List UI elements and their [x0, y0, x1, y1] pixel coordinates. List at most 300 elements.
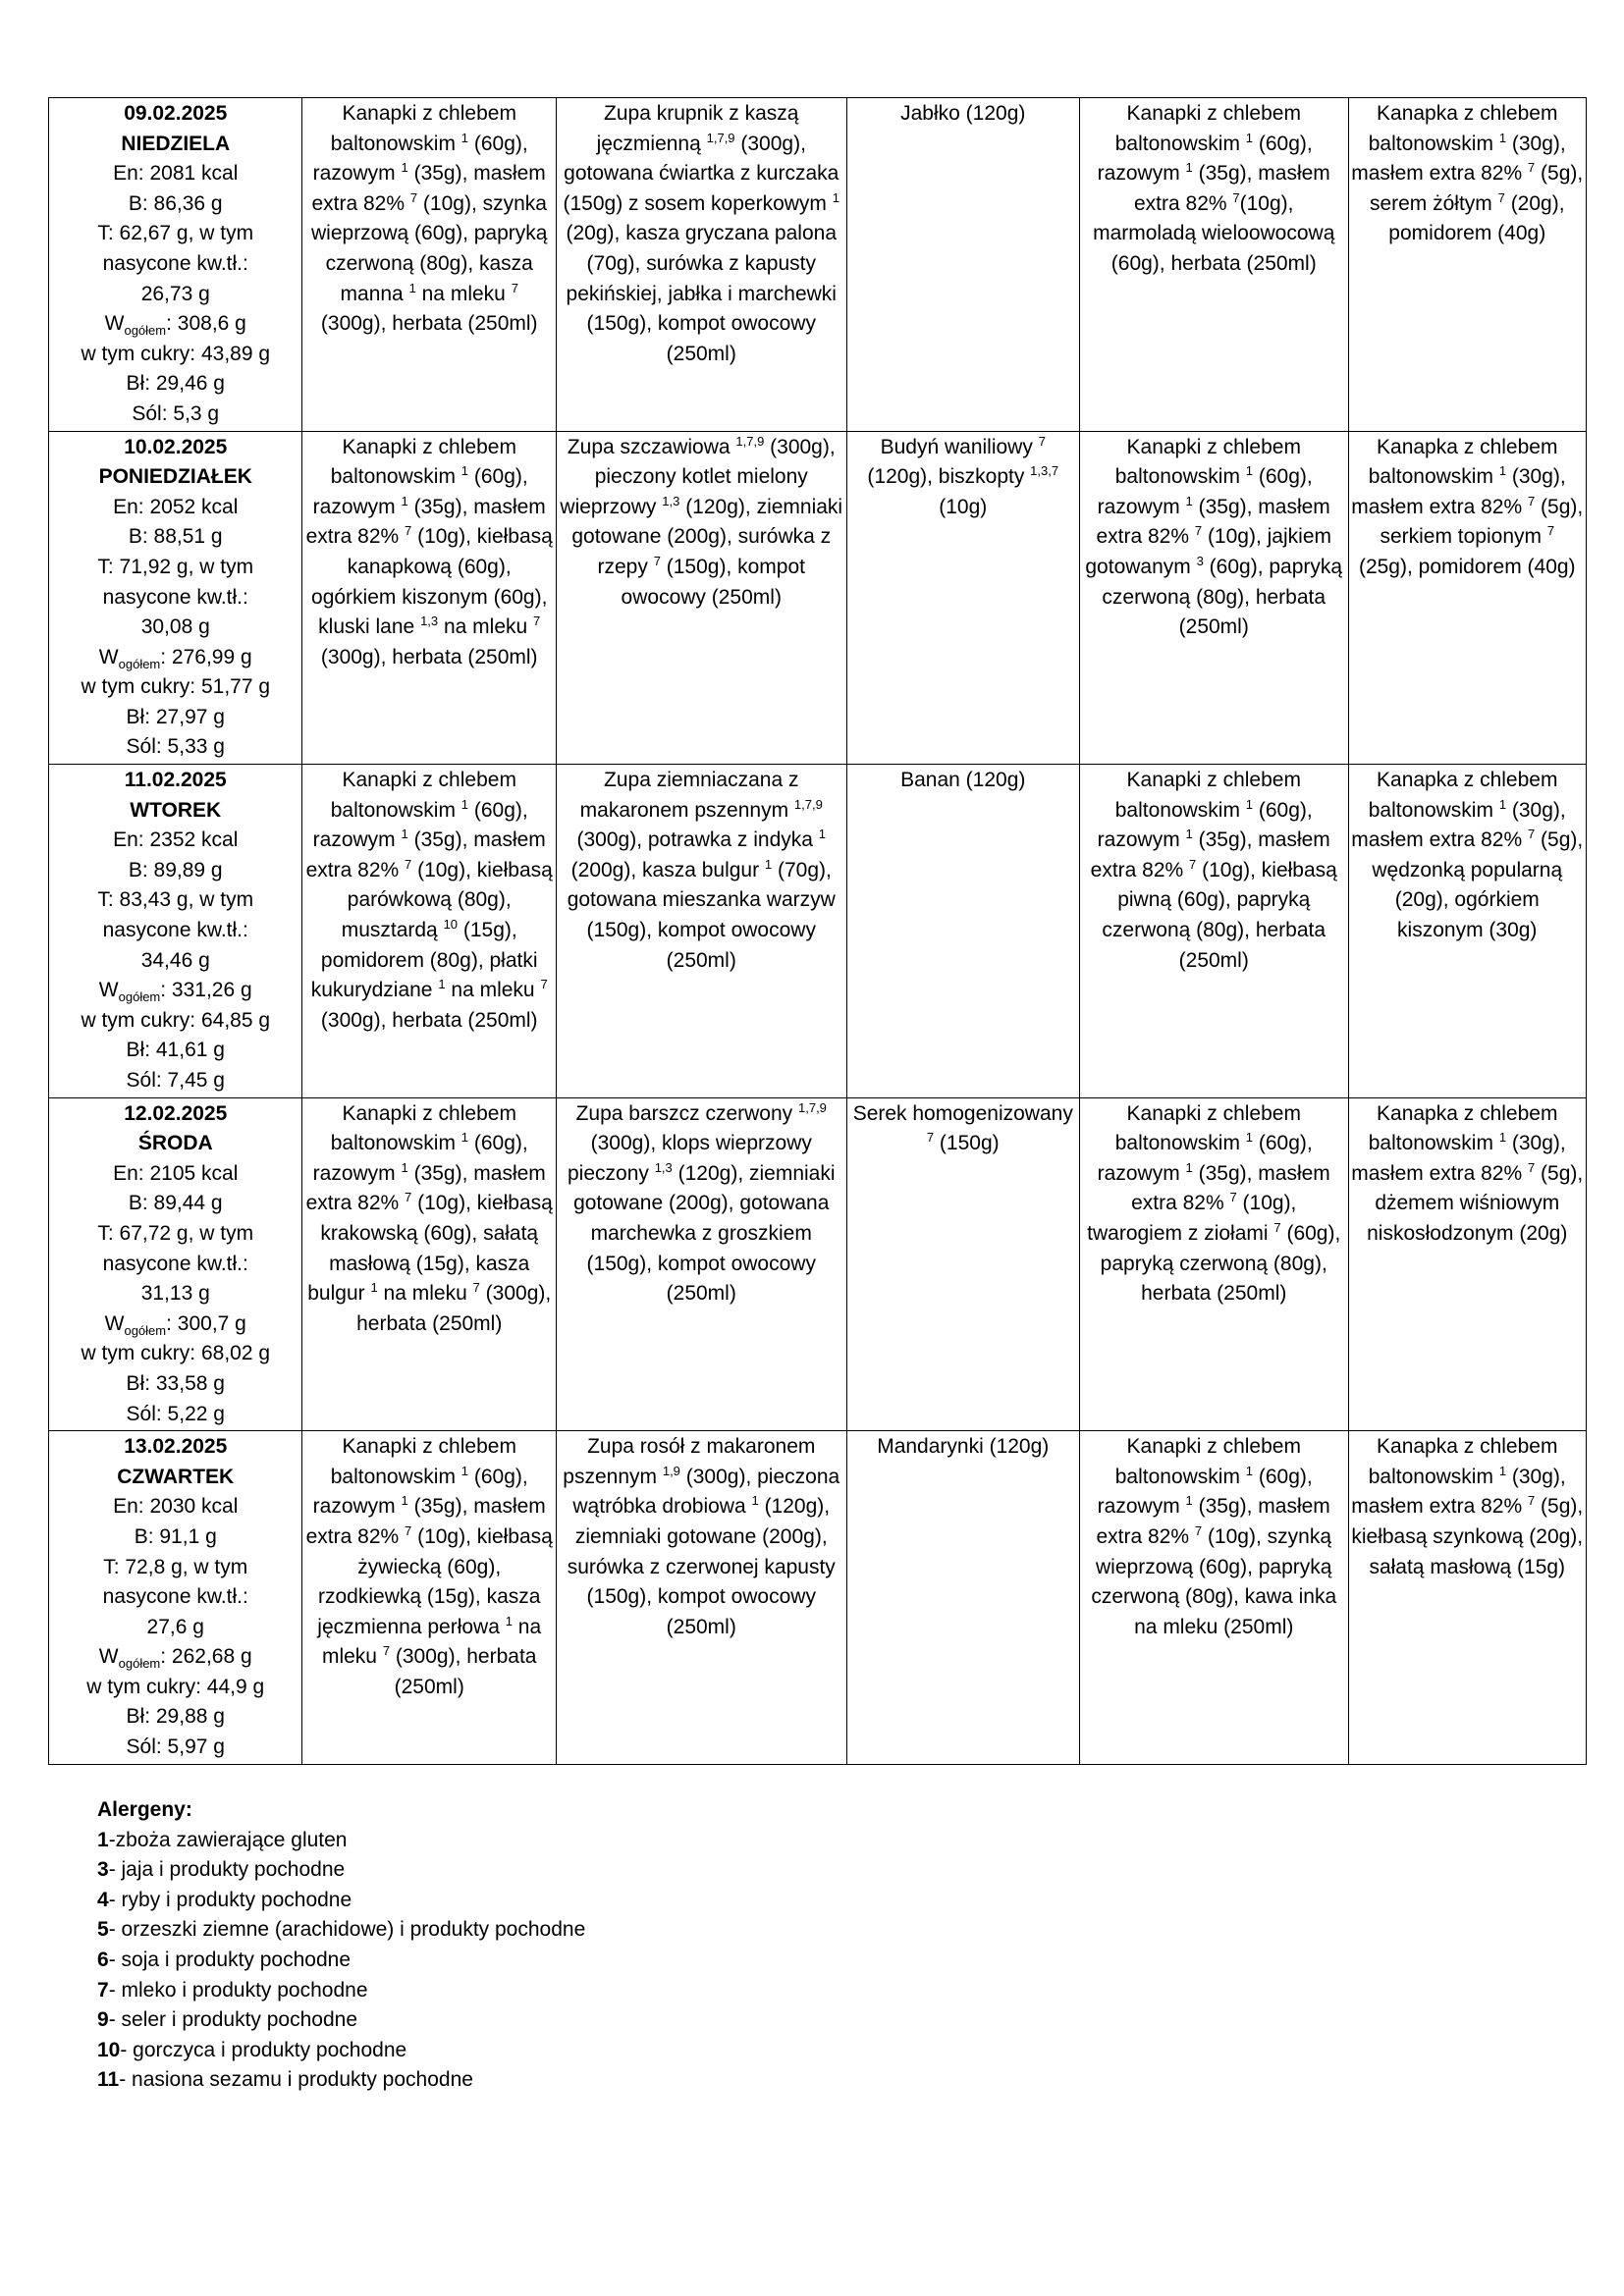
- allergen-marker: 1: [460, 1463, 469, 1478]
- nutrition-subscript: ogółem: [118, 989, 161, 1005]
- allergen-list: [97, 1826, 585, 2096]
- allergen-description: - jaja i produkty pochodne: [108, 1858, 346, 1882]
- nutrition-line: En: 2105 kcal: [113, 1161, 239, 1185]
- meal-text: (35g), masłem extra 82%: [311, 162, 546, 215]
- allergen-marker: 7: [533, 614, 541, 629]
- meal-cell-dinner: [1079, 765, 1348, 1098]
- day-row: [49, 98, 1587, 432]
- nutrition-line: nasycone kw.tł.:: [102, 1585, 248, 1609]
- allergen-marker: 7: [1189, 856, 1197, 872]
- allergen-code: 3: [97, 1858, 109, 1882]
- meal-text: na mleku: [445, 979, 541, 1002]
- nutrition-line: T: 62,67 g, w tym: [97, 222, 254, 245]
- meal-text: na mleku: [438, 615, 534, 639]
- allergen-marker: 7: [1194, 1522, 1203, 1538]
- nutrition-line: Sól: 5,33 g: [126, 735, 225, 759]
- meal-text: (300g), herbata (250ml): [356, 1282, 552, 1335]
- meal-cell-breakfast: [302, 1097, 556, 1431]
- nutrition-label: W: [98, 645, 119, 668]
- meal-text: (35g), masłem extra 82%: [1090, 828, 1330, 881]
- meal-text: Zupa krupnik z kaszą jęczmienną: [596, 102, 799, 155]
- meal-cell-breakfast: [302, 1431, 556, 1765]
- meal-text: (300g), herbata (250ml): [320, 645, 538, 668]
- nutrition-value: : 276,99 g: [160, 645, 252, 668]
- nutrition-line: En: 2352 kcal: [113, 828, 239, 852]
- allergen-marker: 1,3: [420, 614, 439, 629]
- meal-text: (10g), kiełbasą parówkową (80g), musztardą: [341, 858, 553, 942]
- meal-text: Kanapki z chlebem baltonowskim: [1114, 435, 1301, 489]
- meal-text: (30g), masłem extra 82%: [1351, 798, 1566, 852]
- allergen-item: [97, 1976, 585, 2006]
- meal-text: (60g), razowym: [312, 132, 528, 186]
- nutrition-line: Sól: 5,97 g: [126, 1735, 225, 1759]
- allergen-marker: 3: [1196, 553, 1204, 568]
- allergen-marker: 7: [540, 977, 548, 992]
- meal-text: (300g), herbata (250ml): [390, 1645, 537, 1698]
- nutrition-line: nasycone kw.tł.:: [102, 919, 248, 942]
- allergen-marker: 7: [926, 1130, 935, 1146]
- meal-text: (60g), razowym: [1097, 465, 1313, 518]
- meal-text: (120g), biszkopty: [867, 465, 1031, 489]
- allergen-description: - nasiona sezamu i produkty pochodne: [119, 2068, 473, 2092]
- allergen-marker: 1: [370, 1280, 378, 1296]
- meal-text: (20g), kasza gryczana palona (70g), surówka z kapusty pekińskiej, jabłka i marchewki (150g), kompot owocowy (250ml): [566, 222, 837, 365]
- allergen-marker: 10: [443, 917, 459, 933]
- meal-cell-dinner: [1079, 98, 1348, 432]
- meal-text: (5g), kiełbasą szynkową (20g), sałatą masłową (15g): [1351, 1495, 1584, 1578]
- day-summary-cell: [49, 1097, 302, 1431]
- allergen-marker: 1: [1498, 796, 1507, 812]
- meal-cell-snack: [846, 765, 1079, 1098]
- day-summary-cell: [49, 431, 302, 765]
- meal-text: Kanapka z chlebem baltonowskim: [1368, 102, 1558, 155]
- meal-text: Kanapki z chlebem baltonowskim: [1114, 1435, 1301, 1488]
- allergen-marker: 1: [1498, 463, 1507, 479]
- nutrition-line: Sól: 5,3 g: [132, 401, 220, 425]
- meal-text: (60g), razowym: [312, 1132, 528, 1185]
- day-name: CZWARTEK: [117, 1465, 235, 1488]
- meal-text: (5g), dżemem wiśniowym niskosłodzonym (20g): [1367, 1161, 1584, 1245]
- allergen-code: 10: [97, 2038, 121, 2061]
- nutrition-line: B: 88,51 g: [128, 525, 223, 549]
- day-date: 09.02.2025: [124, 102, 228, 125]
- meal-cell-breakfast: [302, 431, 556, 765]
- meal-text: (10g), kiełbasą kanapkową (60g), ogórkiem kiszonym (60g), kluski lane: [311, 525, 553, 639]
- nutrition-line: w tym cukry: 64,85 g: [81, 1008, 271, 1032]
- allergen-item: [97, 1855, 585, 1886]
- allergen-marker: 1: [1245, 130, 1254, 145]
- allergen-marker: 7: [1527, 493, 1536, 508]
- meal-text: Kanapki z chlebem baltonowskim: [330, 769, 516, 822]
- allergen-marker: 7: [405, 1190, 412, 1205]
- meal-text: (70g), gotowana mieszanka warzyw (150g), kompot owocowy (250ml): [567, 858, 836, 972]
- meal-text: (200g), kasza bulgur: [570, 858, 765, 881]
- allergen-marker: 1: [401, 827, 408, 842]
- day-row: [49, 765, 1587, 1098]
- allergen-marker: 1: [401, 160, 408, 176]
- allergen-marker: 1,7,9: [793, 796, 823, 812]
- allergen-marker: 1,3,7: [1030, 463, 1059, 479]
- meal-text: (30g), masłem extra 82%: [1351, 132, 1566, 186]
- meal-text: (120g), ziemniaki gotowane (200g), surówka z rzepy: [571, 495, 843, 578]
- nutrition-line: nasycone kw.tł.:: [102, 251, 248, 275]
- allergen-marker: 7: [511, 280, 518, 295]
- meal-cell-supper: [1348, 1431, 1587, 1765]
- meal-text: (60g), papryką czerwoną (80g), herbata (250ml): [1102, 555, 1343, 639]
- allergen-item: [97, 1826, 585, 1856]
- nutrition-line: Bł: 41,61 g: [126, 1039, 225, 1062]
- nutrition-line: En: 2030 kcal: [113, 1495, 239, 1519]
- nutrition-line: [51, 309, 299, 340]
- allergen-marker: 1: [505, 1613, 513, 1629]
- meal-text: Zupa szczawiowa: [567, 435, 736, 458]
- meal-text: (60g), razowym: [312, 465, 528, 518]
- meal-text: na mleku: [377, 1282, 473, 1306]
- meal-cell-snack: [846, 98, 1079, 432]
- day-name: PONIEDZIAŁEK: [98, 465, 252, 489]
- nutrition-line: w tym cukry: 68,02 g: [81, 1342, 271, 1365]
- day-row: [49, 1431, 1587, 1765]
- meal-text: Budyń waniliowy: [880, 435, 1039, 458]
- meal-text: (10g): [939, 495, 988, 518]
- menu-body: [49, 98, 1587, 1765]
- meal-cell-lunch: [556, 98, 846, 432]
- allergen-marker: 1: [1245, 796, 1254, 812]
- allergen-description: - ryby i produkty pochodne: [108, 1888, 352, 1911]
- nutrition-line: T: 71,92 g, w tym: [97, 555, 254, 578]
- nutrition-line: w tym cukry: 43,89 g: [81, 342, 271, 365]
- meal-text: (300g), pieczona wątróbka drobiowa: [572, 1465, 840, 1519]
- menu-table: [48, 97, 1587, 1765]
- meal-cell-supper: [1348, 431, 1587, 765]
- meal-text: (15g), pomidorem (80g), płatki kukurydziane: [310, 919, 538, 1002]
- nutrition-line: B: 89,89 g: [128, 858, 223, 881]
- meal-text: Kanapki z chlebem baltonowskim: [1114, 1101, 1301, 1155]
- allergen-marker: 1: [408, 280, 416, 295]
- day-summary-cell: [49, 98, 302, 432]
- meal-text: (60g), razowym: [1097, 1132, 1313, 1185]
- meal-text: (30g), masłem extra 82%: [1351, 1465, 1566, 1519]
- day-name: NIEDZIELA: [121, 132, 231, 155]
- allergen-marker: 1: [460, 1130, 469, 1146]
- nutrition-line: 30,08 g: [140, 615, 210, 639]
- meal-cell-lunch: [556, 431, 846, 765]
- nutrition-line: Bł: 29,46 g: [126, 372, 225, 396]
- meal-text: (10g), twarogiem z ziołami: [1087, 1192, 1297, 1245]
- allergen-marker: 1,3: [662, 493, 680, 508]
- meal-text: (60g), razowym: [312, 798, 528, 852]
- allergen-item: [97, 2036, 585, 2066]
- allergen-marker: 7: [1229, 1190, 1237, 1205]
- meal-cell-dinner: [1079, 1431, 1348, 1765]
- allergen-marker: 7: [1194, 523, 1203, 539]
- allergen-code: 9: [97, 2008, 109, 2032]
- nutrition-line: Sól: 7,45 g: [126, 1069, 225, 1092]
- meal-text: Serek homogenizowany: [852, 1101, 1073, 1125]
- day-date: 11.02.2025: [124, 769, 227, 792]
- allergen-code: 5: [97, 1918, 109, 1942]
- allergen-description: - orzeszki ziemne (arachidowe) i produkty pochodne: [108, 1918, 586, 1942]
- allergen-marker: 7: [1038, 433, 1046, 449]
- day-name: ŚRODA: [137, 1132, 213, 1155]
- meal-text: (10g), kiełbasą piwną (60g), papryką czerwoną (80g), herbata (250ml): [1102, 858, 1337, 972]
- allergen-marker: 1: [460, 130, 469, 145]
- nutrition-value: : 262,68 g: [160, 1645, 252, 1669]
- meal-text: (150g), kompot owocowy (250ml): [621, 555, 805, 609]
- nutrition-label: W: [104, 312, 125, 336]
- allergen-marker: 7: [1497, 189, 1505, 205]
- meal-text: (300g), klops wieprzowy pieczony: [567, 1132, 812, 1185]
- nutrition-line: w tym cukry: 51,77 g: [81, 675, 271, 699]
- nutrition-line: 31,13 g: [140, 1282, 210, 1306]
- meal-text: Kanapki z chlebem baltonowskim: [1114, 102, 1301, 155]
- allergen-item: [97, 1886, 585, 1916]
- nutrition-line: [51, 643, 299, 673]
- nutrition-subscript: ogółem: [118, 656, 161, 671]
- allergen-code: 1: [97, 1828, 109, 1851]
- allergen-code: 6: [97, 1948, 109, 1971]
- meal-text: (10g), kiełbasą żywiecką (60g), rzodkiewką (15g), kasza jęczmienna perłowa: [317, 1524, 553, 1638]
- nutrition-line: 34,46 g: [140, 948, 210, 972]
- allergen-marker: 7: [472, 1280, 480, 1296]
- meal-text: na mleku: [415, 282, 512, 305]
- allergen-marker: 7: [1546, 523, 1555, 539]
- day-summary-cell: [49, 1431, 302, 1765]
- meal-text: (10g), szynka wieprzową (60g), papryką czerwoną (80g), kasza manna: [311, 191, 548, 305]
- meal-text: (35g), masłem extra 82%: [1134, 162, 1330, 215]
- allergen-item: [97, 2065, 585, 2096]
- allergen-marker: 1: [1185, 160, 1193, 176]
- meal-text: (300g), potrawka z indyka: [576, 828, 819, 852]
- nutrition-line: T: 83,43 g, w tym: [97, 888, 254, 912]
- allergen-marker: 1: [460, 796, 469, 812]
- allergen-marker: 7: [405, 523, 412, 539]
- meal-text: (60g), razowym: [1097, 798, 1313, 852]
- allergen-description: - seler i produkty pochodne: [108, 2008, 357, 2032]
- nutrition-line: Bł: 29,88 g: [126, 1705, 225, 1729]
- day-summary-cell: [49, 765, 302, 1098]
- meal-text: (30g), masłem extra 82%: [1351, 465, 1566, 518]
- meal-text: Kanapki z chlebem baltonowskim: [330, 1101, 516, 1155]
- day-row: [49, 431, 1587, 765]
- nutrition-line: w tym cukry: 44,9 g: [86, 1675, 265, 1698]
- meal-cell-supper: [1348, 98, 1587, 432]
- nutrition-value: : 331,26 g: [160, 979, 252, 1002]
- day-date: 10.02.2025: [124, 435, 228, 458]
- meal-text: (150g): [934, 1132, 1000, 1155]
- nutrition-line: [51, 976, 299, 1006]
- nutrition-line: nasycone kw.tł.:: [102, 585, 248, 609]
- meal-text: (300g), herbata (250ml): [320, 312, 538, 336]
- meal-text: Kanapka z chlebem baltonowskim: [1368, 1101, 1558, 1155]
- nutrition-line: En: 2052 kcal: [113, 495, 239, 518]
- meal-text: (5g), serkiem topionym: [1380, 495, 1584, 549]
- meal-text: (300g), gotowana ćwiartka z kurczaka (150g) z sosem koperkowym: [563, 132, 839, 215]
- meal-text: Zupa barszcz czerwony: [575, 1101, 798, 1125]
- nutrition-subscript: ogółem: [124, 1322, 167, 1338]
- meal-text: na mleku: [321, 1615, 542, 1669]
- nutrition-line: Sól: 5,22 g: [126, 1402, 225, 1425]
- meal-text: (300g), herbata (250ml): [320, 1008, 538, 1032]
- nutrition-line: B: 91,1 g: [134, 1524, 217, 1548]
- meal-text: (120g), ziemniaki gotowane (200g), surówka z czerwonej kapusty (150g), kompot owocowy (250ml): [567, 1495, 836, 1638]
- allergen-marker: 1: [1245, 463, 1254, 479]
- meal-cell-snack: [846, 1431, 1079, 1765]
- allergen-marker: 1,7,9: [735, 433, 765, 449]
- nutrition-line: T: 67,72 g, w tym: [97, 1221, 254, 1245]
- meal-cell-breakfast: [302, 765, 556, 1098]
- allergen-item: [97, 1915, 585, 1946]
- allergen-marker: 1,3: [654, 1159, 673, 1175]
- allergen-marker: 1: [401, 493, 408, 508]
- meal-text: Kanapka z chlebem baltonowskim: [1368, 1435, 1558, 1488]
- meal-text: (20g), pomidorem (40g): [1388, 191, 1565, 245]
- meal-text: (60g), razowym: [1097, 1465, 1313, 1519]
- allergen-code: 4: [97, 1888, 109, 1911]
- nutrition-label: W: [98, 1645, 119, 1669]
- nutrition-label: W: [104, 1311, 125, 1335]
- meal-cell-breakfast: [302, 98, 556, 432]
- meal-text: Kanapka z chlebem baltonowskim: [1368, 435, 1558, 489]
- nutrition-value: : 308,6 g: [166, 312, 246, 336]
- meal-text: (25g), pomidorem (40g): [1358, 555, 1576, 578]
- allergen-marker: 1: [1498, 1463, 1507, 1478]
- allergen-marker: 7: [653, 553, 661, 568]
- nutrition-line: nasycone kw.tł.:: [102, 1252, 248, 1275]
- meal-cell-lunch: [556, 1097, 846, 1431]
- allergen-item: [97, 2005, 585, 2036]
- meal-cell-dinner: [1079, 431, 1348, 765]
- day-row: [49, 1097, 1587, 1431]
- meal-text: (35g), masłem extra 82%: [305, 1161, 546, 1215]
- nutrition-subscript: ogółem: [124, 323, 167, 339]
- allergen-marker: 7: [1527, 160, 1536, 176]
- nutrition-line: En: 2081 kcal: [113, 162, 239, 186]
- meal-text: (30g), masłem extra 82%: [1351, 1132, 1566, 1185]
- allergen-marker: 7: [1527, 827, 1536, 842]
- nutrition-line: [51, 1642, 299, 1673]
- nutrition-line: Bł: 27,97 g: [126, 705, 225, 728]
- nutrition-line: Bł: 33,58 g: [126, 1371, 225, 1395]
- allergen-code: 7: [97, 1978, 109, 2002]
- allergen-marker: 7: [405, 1522, 412, 1538]
- nutrition-subscript: ogółem: [118, 1656, 161, 1672]
- allergen-marker: 7: [409, 189, 418, 205]
- meal-text: Kanapki z chlebem baltonowskim: [330, 102, 516, 155]
- allergen-marker: 7: [1527, 1159, 1536, 1175]
- allergen-marker: 1: [438, 977, 446, 992]
- nutrition-line: T: 72,8 g, w tym: [103, 1555, 248, 1578]
- meal-text: Zupa ziemniaczana z makaronem pszennym: [579, 769, 799, 822]
- allergen-marker: 7: [382, 1643, 391, 1659]
- allergen-description: -zboża zawierające gluten: [108, 1828, 348, 1851]
- day-name: WTOREK: [130, 798, 222, 822]
- nutrition-line: B: 89,44 g: [128, 1192, 223, 1215]
- meal-cell-lunch: [556, 1431, 846, 1765]
- allergen-marker: 1: [751, 1493, 759, 1509]
- nutrition-value: : 300,7 g: [166, 1311, 246, 1335]
- nutrition-line: [51, 1309, 299, 1340]
- allergen-marker: 1: [1498, 1130, 1507, 1146]
- meal-cell-supper: [1348, 1097, 1587, 1431]
- meal-text: (35g), masłem extra 82%: [305, 828, 546, 881]
- meal-text: (120g), ziemniaki gotowane (200g), gotowana marchewka z groszkiem (150g), kompot owocowy (250ml): [573, 1161, 836, 1306]
- meal-text: Kanapka z chlebem baltonowskim: [1368, 769, 1558, 822]
- allergen-marker: 1: [460, 463, 469, 479]
- nutrition-line: 27,6 g: [146, 1615, 204, 1638]
- meal-cell-snack: [846, 431, 1079, 765]
- meal-text: Banan (120g): [900, 769, 1026, 792]
- allergen-description: - mleko i produkty pochodne: [108, 1978, 368, 2002]
- meal-text: Jabłko (120g): [900, 102, 1026, 125]
- meal-cell-snack: [846, 1097, 1079, 1431]
- meal-text: (10g), szynką wieprzową (60g), papryką czerwoną (80g), kawa inka na mleku (250ml): [1091, 1524, 1337, 1638]
- allergen-marker: 1: [1185, 1493, 1193, 1509]
- allergen-description: - gorczyca i produkty pochodne: [120, 2038, 407, 2061]
- allergen-legend-title: Alergeny:: [97, 1798, 192, 1821]
- meal-text: (35g), masłem extra 82%: [305, 495, 546, 549]
- meal-text: (5g), serem żółtym: [1369, 162, 1584, 215]
- meal-cell-lunch: [556, 765, 846, 1098]
- allergen-marker: 1: [401, 1159, 408, 1175]
- meal-text: Kanapki z chlebem baltonowskim: [330, 435, 516, 489]
- meal-text: (10g), marmoladą wieloowocową (60g), herbata (250ml): [1093, 191, 1335, 275]
- meal-text: (35g), masłem extra 82%: [1096, 1495, 1330, 1548]
- allergen-marker: 7: [1232, 189, 1240, 205]
- allergen-code: 11: [97, 2068, 120, 2092]
- meal-text: (10g), kiełbasą krakowską (60g), sałatą masłową (15g), kasza bulgur: [307, 1192, 553, 1306]
- allergen-marker: 1: [1498, 130, 1507, 145]
- allergen-marker: 1: [1185, 493, 1193, 508]
- allergen-marker: 1: [1185, 1159, 1193, 1175]
- allergen-marker: 1,7,9: [798, 1099, 827, 1115]
- meal-text: (60g), razowym: [312, 1465, 528, 1519]
- meal-text: Mandarynki (120g): [877, 1435, 1050, 1459]
- meal-text: (10g), jajkiem gotowanym: [1085, 525, 1331, 578]
- allergen-marker: 1,9: [662, 1463, 680, 1478]
- meal-cell-supper: [1348, 765, 1587, 1098]
- day-date: 12.02.2025: [124, 1101, 228, 1125]
- allergen-marker: 7: [1273, 1219, 1281, 1235]
- meal-text: Kanapki z chlebem baltonowskim: [330, 1435, 516, 1488]
- allergen-marker: 1: [1185, 827, 1193, 842]
- meal-text: (35g), masłem extra 82%: [1131, 1161, 1330, 1215]
- nutrition-line: 26,73 g: [140, 282, 210, 305]
- meal-text: Kanapki z chlebem baltonowskim: [1114, 769, 1301, 822]
- allergen-marker: 1: [1245, 1463, 1254, 1478]
- meal-text: (35g), masłem extra 82%: [1096, 495, 1330, 549]
- meal-cell-dinner: [1079, 1097, 1348, 1431]
- allergen-marker: 1: [764, 856, 773, 872]
- nutrition-label: W: [98, 979, 119, 1002]
- nutrition-line: B: 86,36 g: [128, 191, 223, 215]
- allergen-marker: 1: [832, 189, 839, 205]
- day-date: 13.02.2025: [124, 1435, 228, 1459]
- meal-text: (35g), masłem extra 82%: [305, 1495, 546, 1548]
- allergen-description: - soja i produkty pochodne: [108, 1948, 352, 1971]
- meal-text: (60g), razowym: [1097, 132, 1313, 186]
- meal-text: (300g), pieczony kotlet mielony wieprzowy: [560, 435, 836, 518]
- meal-text: Zupa rosół z makaronem pszennym: [563, 1435, 816, 1488]
- allergen-marker: 1: [401, 1493, 408, 1509]
- allergen-marker: 1: [818, 827, 827, 842]
- allergen-marker: 7: [1527, 1493, 1536, 1509]
- meal-text: (5g), wędzonką popularną (20g), ogórkiem kiszonym (30g): [1372, 828, 1584, 942]
- allergen-legend: [97, 1795, 585, 2096]
- allergen-marker: 1,7,9: [706, 130, 735, 145]
- allergen-item: [97, 1946, 585, 1976]
- meal-text: (60g), papryką czerwoną (80g), herbata (250ml): [1100, 1221, 1341, 1306]
